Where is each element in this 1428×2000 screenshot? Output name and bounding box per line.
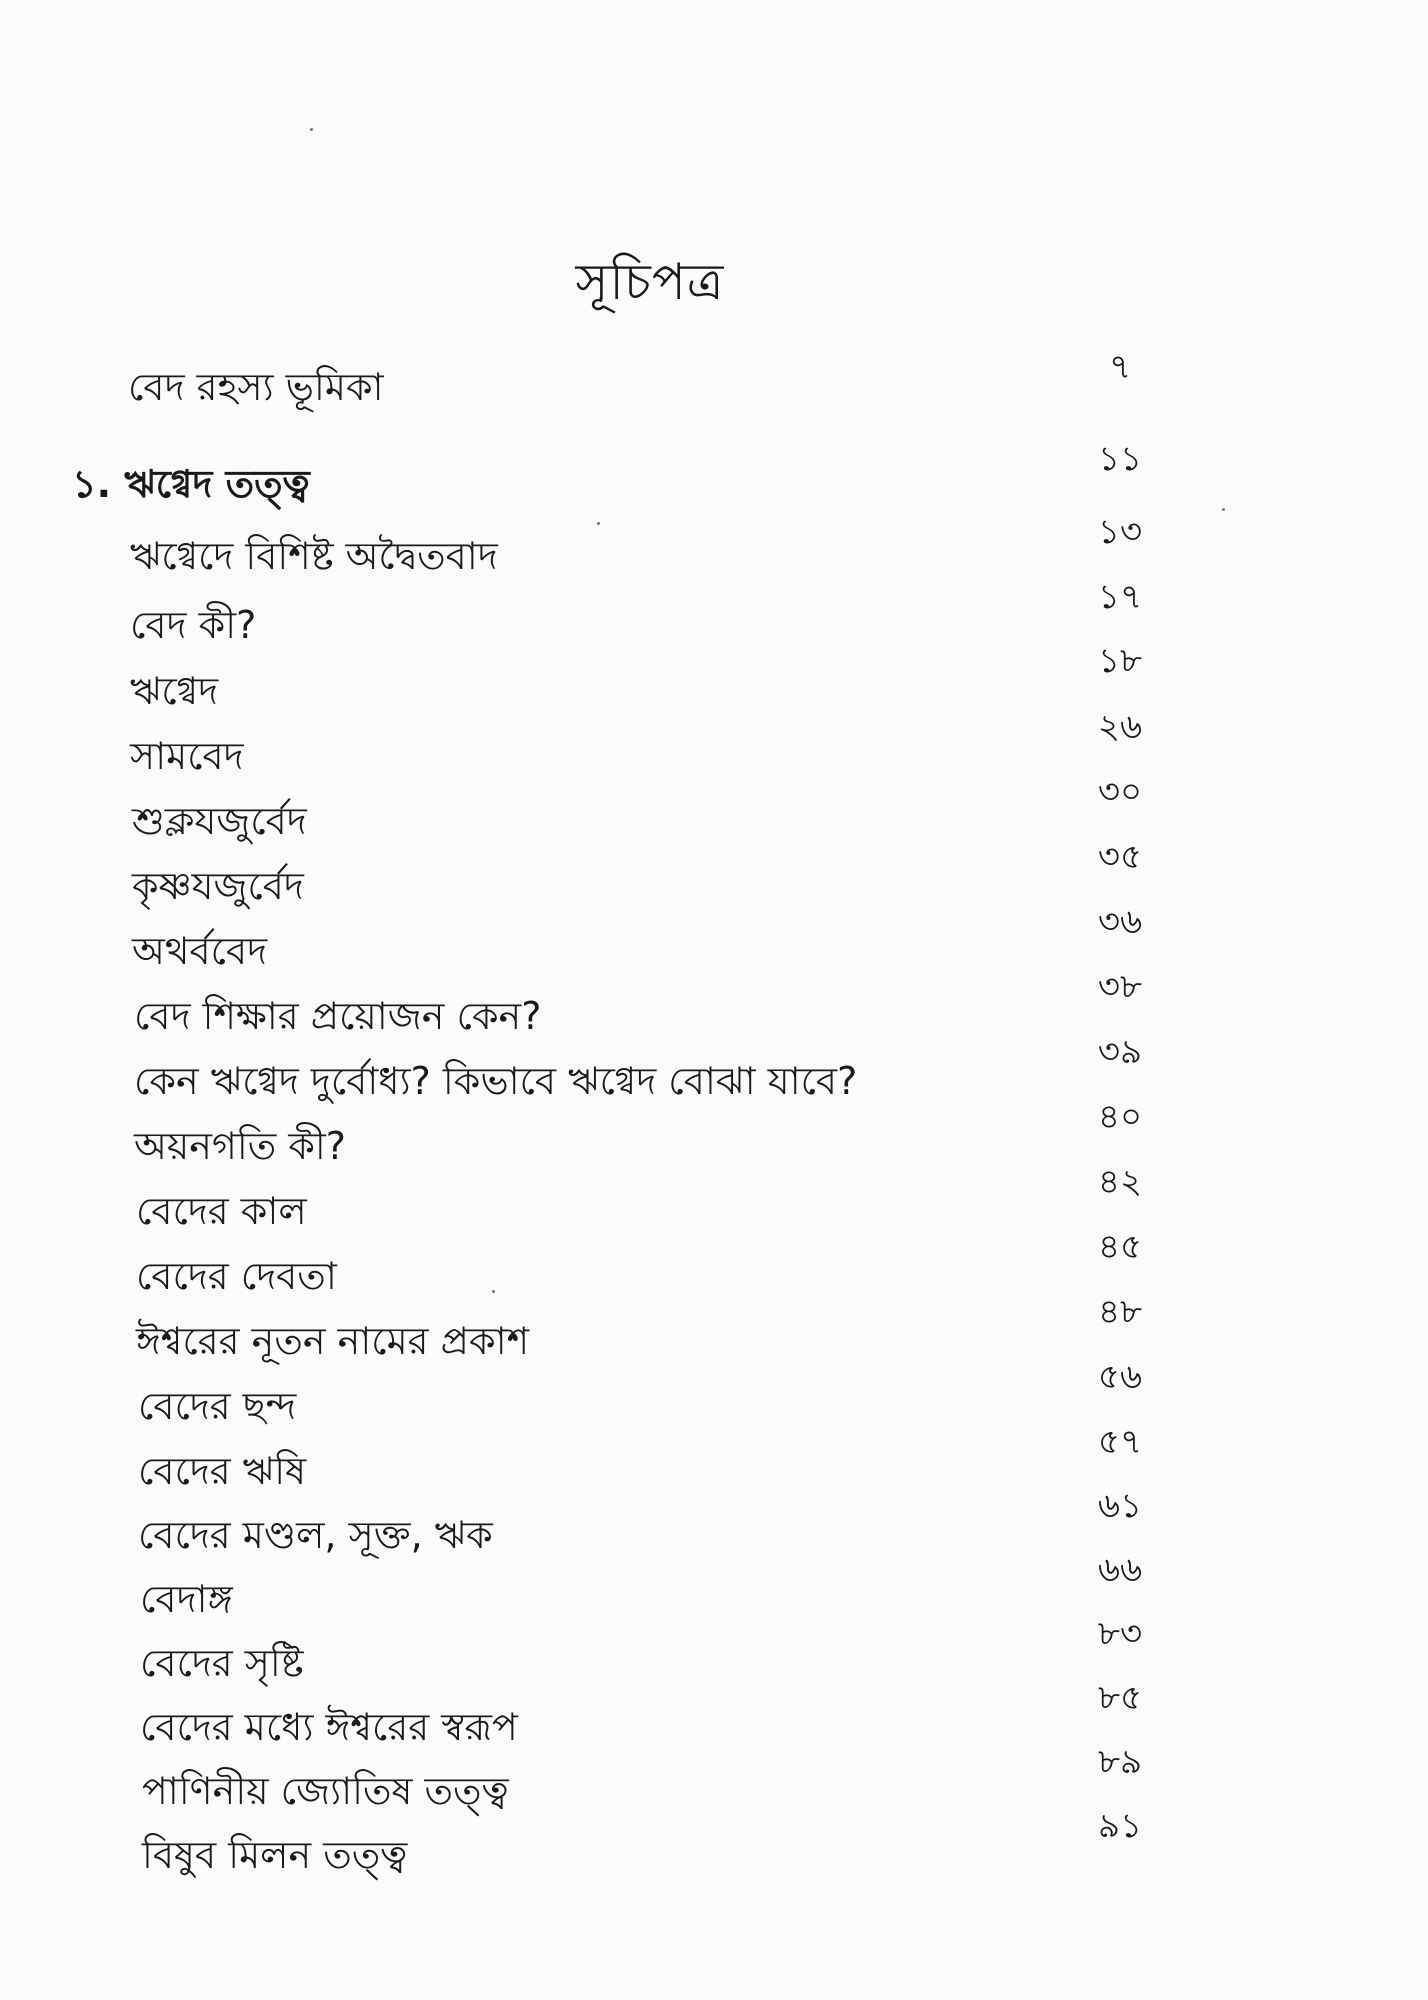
paper-speck: [597, 522, 600, 525]
toc-page-number: ৪৮: [1097, 1292, 1143, 1332]
toc-page-number: ৬১: [1097, 1486, 1143, 1526]
toc-entry-label: ঋগ্বেদ: [130, 669, 219, 713]
toc-entry-label: বেদ শিক্ষার প্রয়োজন কেন?: [134, 994, 542, 1038]
toc-entry-label: বেদের সৃষ্টি: [140, 1641, 304, 1685]
chapter-heading-label: ১. ঋগ্বেদ তত্ত্ব: [72, 462, 310, 506]
toc-page-number: ৮৫: [1097, 1678, 1143, 1718]
toc-entry-label: বেদের মণ্ডল, সূক্ত, ঋক: [138, 1513, 493, 1557]
toc-entry-label: বেদের দেবতা: [136, 1254, 337, 1298]
toc-entry-label: বেদ কী?: [130, 603, 257, 647]
toc-entry-label: বেদের ঋষি: [138, 1449, 307, 1493]
toc-entry-label: অয়নগতি কী?: [134, 1124, 346, 1168]
toc-entry-label: অথর্ববেদ: [132, 929, 268, 973]
toc-page-number: ৩৯: [1097, 1032, 1143, 1072]
toc-entry-label: শুক্লযজুর্বেদ: [132, 799, 307, 843]
toc-page-number: ৪৫: [1097, 1227, 1143, 1267]
toc-entry-label: ঈশ্বরের নূতন নামের প্রকাশ: [136, 1319, 530, 1363]
toc-page-number: ৩৮: [1097, 967, 1143, 1007]
toc-entry-label: বেদের মধ্যে ঈশ্বরের স্বরূপ: [140, 1705, 518, 1749]
toc-page-number: ৪০: [1097, 1097, 1143, 1137]
toc-page-number: ১৮: [1097, 641, 1143, 681]
toc-page-number: ৬৬: [1097, 1550, 1143, 1590]
toc-entry-label: কৃষ্ণযজুর্বেদ: [132, 864, 304, 908]
toc-page-number: ৩৬: [1097, 902, 1143, 942]
toc-page-number: ৩০: [1097, 772, 1143, 812]
toc-entry-label: বেদের কাল: [136, 1189, 307, 1233]
paper-speck: [310, 128, 313, 131]
toc-entry-label: বেদ রহস্য ভূমিকা: [128, 365, 384, 409]
toc-entry-label: বেদের ছন্দ: [138, 1384, 297, 1428]
toc-entry-label: পাণিনীয় জ্যোতিষ তত্ত্ব: [142, 1769, 509, 1813]
toc-page-number: ৯১: [1097, 1806, 1143, 1846]
toc-page-number: ৫৭: [1097, 1422, 1143, 1462]
toc-page-number: ১৩: [1097, 512, 1143, 552]
paper-speck: [492, 1290, 495, 1293]
toc-entry-label: বেদাঙ্গ: [140, 1577, 233, 1621]
toc-entry-label: বিষুব মিলন তত্ত্ব: [142, 1833, 408, 1877]
toc-page-number: ৮৯: [1097, 1742, 1143, 1782]
toc-entry-label: সামবেদ: [130, 734, 244, 778]
toc-page-number: ৮৩: [1097, 1614, 1143, 1654]
toc-entry-label: কেন ঋগ্বেদ দুর্বোধ্য? কিভাবে ঋগ্বেদ বোঝা যাবে?: [134, 1059, 858, 1103]
paper-speck: [1222, 508, 1225, 511]
toc-page-number: ৩৫: [1097, 837, 1143, 877]
toc-page-number: ১৭: [1097, 577, 1143, 617]
toc-page-number: ৫৬: [1097, 1357, 1143, 1397]
toc-page-number: ২৬: [1097, 707, 1143, 747]
toc-page-number: ১১: [1097, 439, 1143, 479]
toc-entry-label: ঋগ্বেদে বিশিষ্ট অদ্বৈতবাদ: [130, 534, 498, 578]
toc-page-number: ৪২: [1097, 1162, 1143, 1202]
toc-page-number: ৭: [1108, 347, 1132, 387]
page-title: সূচিপত্র: [575, 253, 725, 311]
